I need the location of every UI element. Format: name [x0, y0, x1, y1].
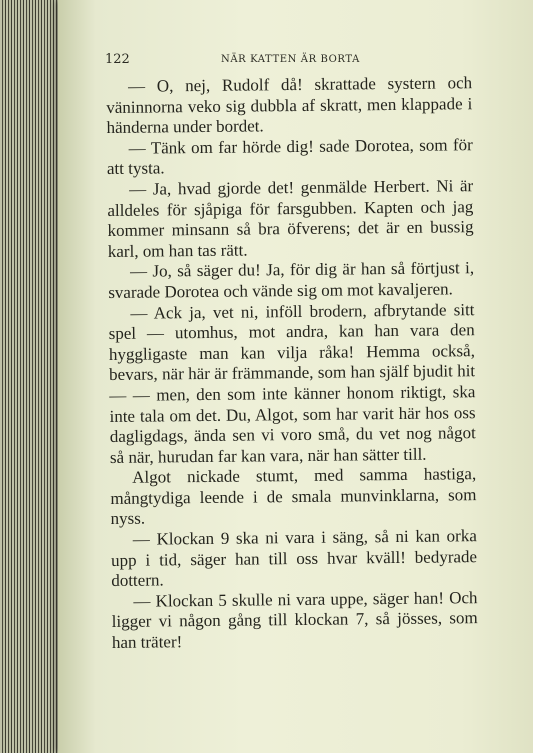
book-page	[58, 0, 533, 753]
paragraph: — O, nej, Rudolf då! skrattade systern och väninnorna veko sig dubbla af skratt, men klappade i händerna under bordet.	[106, 73, 473, 138]
paragraph: — Jo, så säger du! Ja, för dig är han så förtjust i, svarade Dorotea och vände sig om mot kavaljeren.	[108, 258, 475, 302]
body-text	[106, 73, 478, 653]
paragraph: — Tänk om far hörde dig! sade Dorotea, som för att tysta.	[106, 134, 473, 179]
paragraph: — Klockan 9 ska ni vara i säng, så ni kan orka upp i tid, säger han till oss hvar kväll! bedyrade dottern.	[110, 526, 478, 591]
running-head	[105, 52, 470, 72]
page-number: 122	[105, 52, 130, 67]
paragraph: — Ja, hvad gjorde det! genmälde Herbert. Ni är alldeles för sjåpiga för farsgubben. Kapten och jag kommer minsann så bra öfverens; det är en bussig karl, om han tas rätt.	[107, 176, 474, 261]
paragraph: — Ack ja, vet ni, inföll brodern, afbrytande sitt spel — utomhus, mot andra, kan han vara den hyggligaste man kan vilja råka! Hemma också, bevars, när här är främmande, som han själf bjudit hit — — men, den som inte känner honom riktigt, ska inte tala om det. Du, Algot, som har varit här hos oss dagligdags, ända sen vi voro små, du vet nog något så när, hurudan far kan vara, när han sätter till.	[108, 299, 476, 467]
paragraph: — Klockan 5 skulle ni vara uppe, säger han! Och ligger vi någon gång till klockan 7, så jösses, som han träter!	[111, 587, 478, 652]
running-title: NÄR KATTEN ÄR BORTA	[221, 54, 360, 65]
paragraph: Algot nickade stumt, med samma hastiga, mångtydiga leende i de smala munvinklarna, som nyss.	[110, 464, 477, 529]
